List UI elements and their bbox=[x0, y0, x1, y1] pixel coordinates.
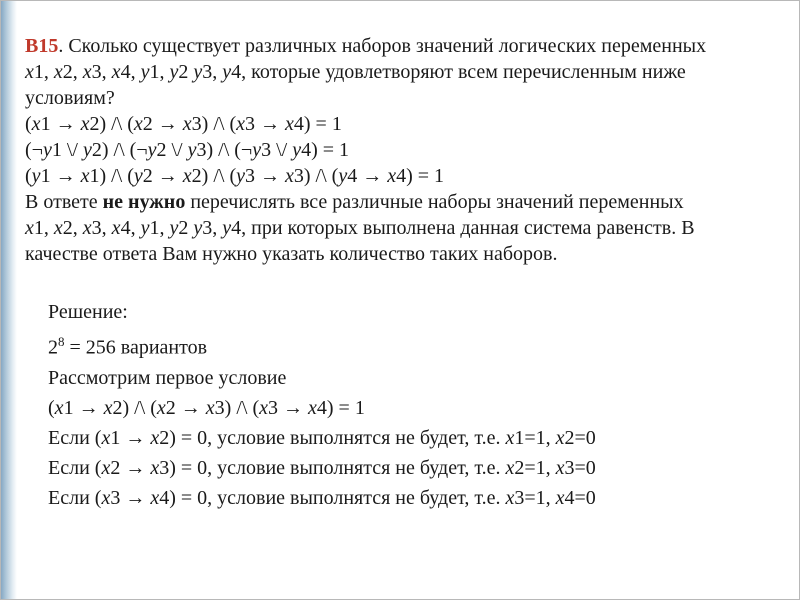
problem-line-2: x1, x2, x3, x4, y1, y2 y3, y4, которые удовлетворяют всем перечисленным ниже bbox=[25, 61, 686, 83]
slide-left-border bbox=[1, 1, 17, 600]
answer-instructions-line-1 bbox=[25, 189, 783, 215]
problem-line-1-text: . Сколько существует различных наборов значений логических переменных bbox=[58, 35, 707, 57]
count-exponent: 8 bbox=[58, 334, 65, 349]
consider-line: Рассмотрим первое условие bbox=[48, 366, 287, 389]
condition-3: (y1 → x1) /\ (y2 → x2) /\ (y3 → x3) /\ (y4 → x4) = 1 bbox=[25, 165, 445, 187]
answer-emphasis: не нужно bbox=[102, 191, 186, 213]
answer-pre: В ответе bbox=[25, 191, 103, 213]
case-3: Если (x3 → x4) = 0, условие выполнятся не будет, т.е. x3=1, x4=0 bbox=[48, 486, 596, 509]
condition-2: (¬y1 \/ y2) /\ (¬y2 \/ y3) /\ (¬y3 \/ y4) = 1 bbox=[25, 139, 350, 161]
answer-instructions-line-3: качестве ответа Вам нужно указать количество таких наборов. bbox=[25, 243, 558, 265]
solution-block bbox=[48, 297, 768, 513]
solution-heading: Решение: bbox=[48, 301, 128, 323]
condition-1: (x1 → x2) /\ (x2 → x3) /\ (x3 → x4) = 1 bbox=[25, 113, 342, 135]
count-base: 2 bbox=[48, 336, 58, 359]
problem-statement bbox=[25, 33, 783, 267]
case-1: Если (x1 → x2) = 0, условие выполнятся не будет, т.е. x1=1, x2=0 bbox=[48, 426, 596, 449]
problem-line-3: условиям? bbox=[25, 87, 115, 109]
count-rest: = 256 вариантов bbox=[64, 336, 208, 359]
case-2: Если (x2 → x3) = 0, условие выполнятся не будет, т.е. x2=1, x3=0 bbox=[48, 456, 596, 479]
answer-post: перечислять все различные наборы значений переменных bbox=[185, 191, 684, 213]
answer-instructions-line-2: x1, x2, x3, x4, y1, y2 y3, y4, при которых выполнена данная система равенств. В bbox=[25, 217, 695, 239]
variant-count bbox=[48, 327, 768, 363]
solution-condition: (x1 → x2) /\ (x2 → x3) /\ (x3 → x4) = 1 bbox=[48, 396, 365, 419]
problem-line-1 bbox=[25, 33, 783, 59]
problem-label: B15 bbox=[25, 35, 59, 57]
